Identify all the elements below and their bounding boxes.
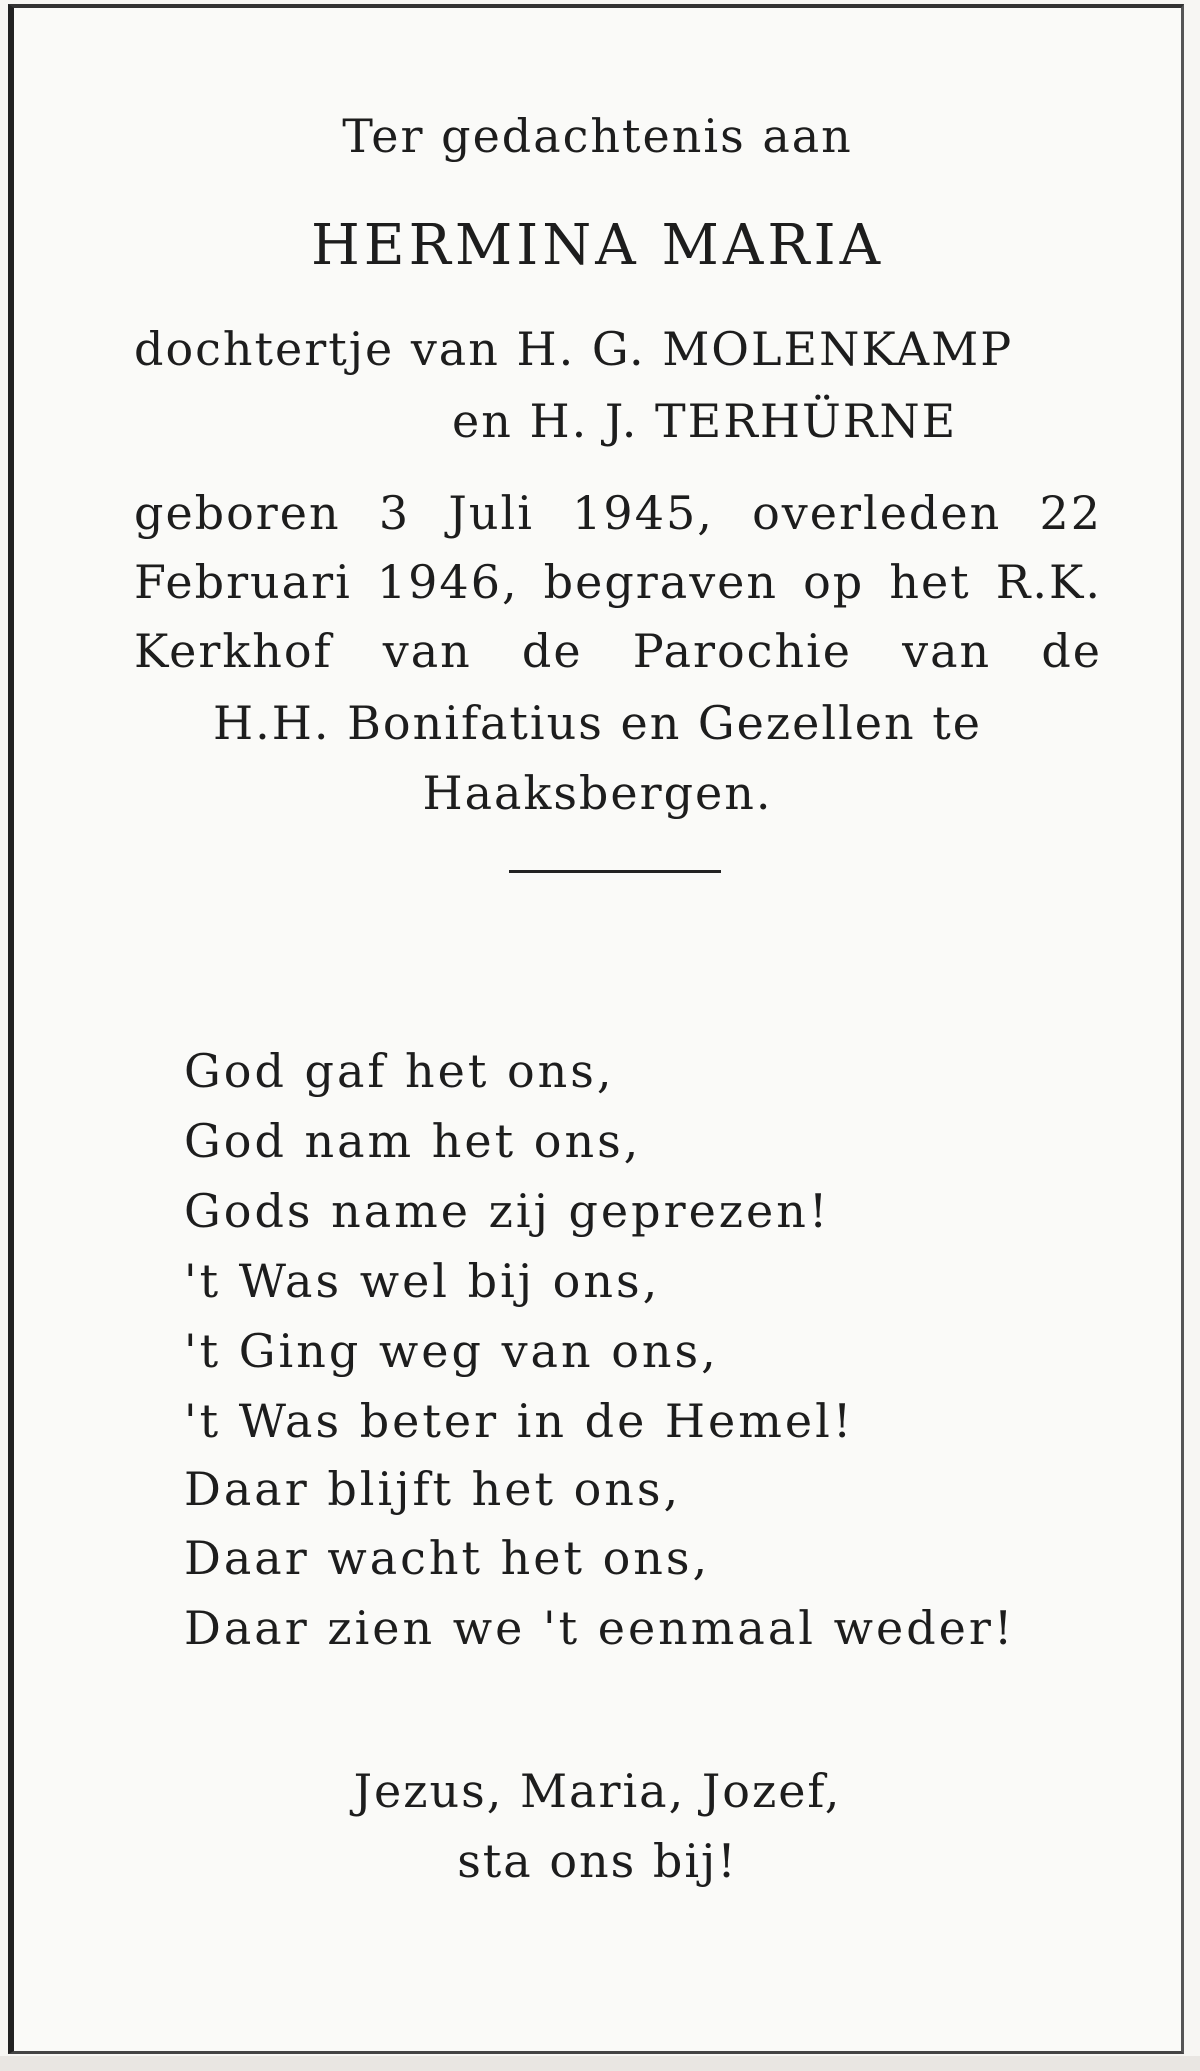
prayer-line-1: Jezus, Maria, Jozef, [353,1764,842,1818]
bio-line-3: Kerkhof van de Parochie van de [134,624,1102,678]
parents-line-2: en H. J. TERHÜRNE [452,394,958,448]
poem-line: 't Ging weg van ons, [184,1324,719,1378]
poem-line: 't Was beter in de Hemel! [184,1394,855,1448]
poem-line: Daar zien we 't eenmaal weder! [184,1601,1016,1655]
bio-line-5: Haaksbergen. [422,766,773,820]
poem-line: Gods name zij geprezen! [184,1184,831,1238]
divider-rule [509,870,721,873]
prayer-line-2: sta ons bij! [457,1834,738,1888]
intro-text: Ter gedachtenis aan [342,109,853,163]
poem-line: God gaf het ons, [184,1044,615,1098]
poem-line: God nam het ons, [184,1114,642,1168]
poem-line: 't Was wel bij ons, [184,1254,661,1308]
parents-line-1: dochtertje van H. G. MOLENKAMP [134,322,1014,376]
deceased-name: HERMINA MARIA [310,213,885,278]
card-frame [8,4,1184,2054]
memorial-card [14,8,1181,2051]
bio-line-1: geboren 3 Juli 1945, overleden 22 [134,486,1102,540]
bio-line-4: H.H. Bonifatius en Gezellen te [213,696,982,750]
poem-line: Daar wacht het ons, [184,1531,711,1585]
poem-line: Daar blijft het ons, [184,1462,682,1516]
scan-bottom-edge [0,2056,1200,2071]
bio-line-2: Februari 1946, begraven op het R.K. [134,555,1102,609]
